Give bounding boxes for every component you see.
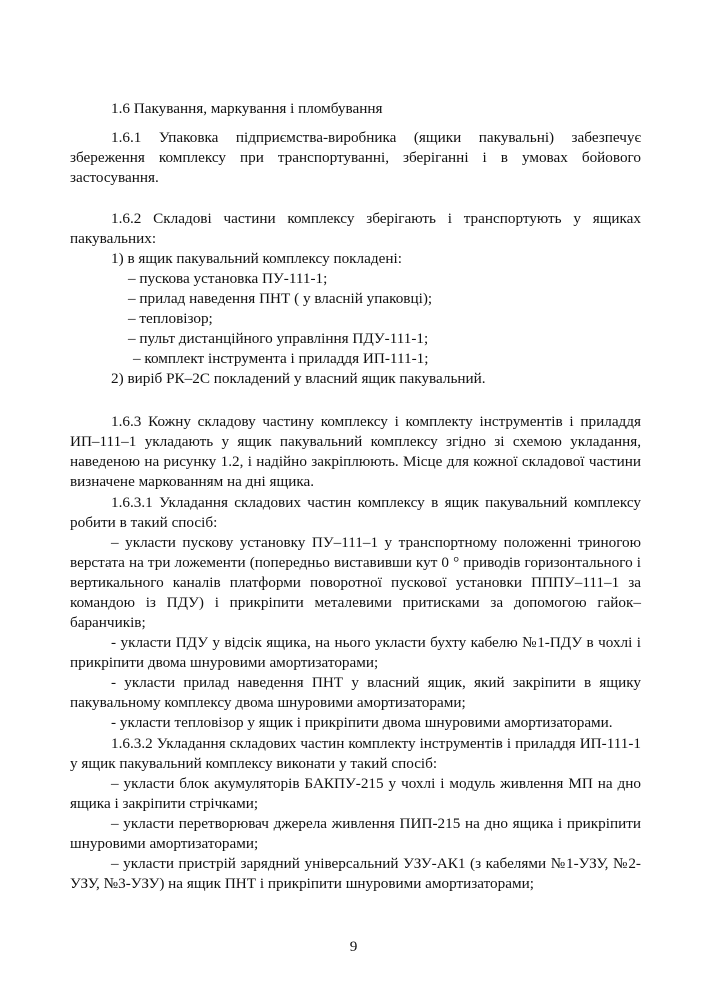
list-subitem: – комплект інструмента і приладдя ИП-111-1;: [133, 350, 429, 367]
list-item: - укласти ПДУ у відсік ящика, на нього укласти бухту кабелю №1-ПДУ в чохлі і прикріпити двома шнуровими амортизаторами;: [70, 634, 641, 671]
list-item: – укласти пускову установку ПУ–111–1 у транспортному положенні триногою верстата на три ложементи (попередньо виставивши кут 0 ° приводів горизонтального і вертикального каналів платформи поворотної пускової установки ПППУ–111–1 за командою із ПДУ) і прикріпити металевими притисками за допомогою гайок–баранчиків;: [70, 534, 641, 631]
paragraph-1-6-3-2: 1.6.3.2 Укладання складових частин комплекту інструментів і приладдя ИП-111-1 у ящик пакувальний комплексу виконати у такий спосіб:: [70, 735, 641, 772]
list-subitem: – прилад наведення ПНТ ( у власній упаковці);: [128, 290, 433, 307]
section-heading: 1.6 Пакування, маркування і пломбування: [111, 100, 383, 117]
page-body: [70, 99, 641, 894]
list-item: - укласти прилад наведення ПНТ у власний ящик, який закріпити в ящику пакувальному комплексу двома шнуровими амортизаторами;: [70, 674, 641, 711]
list-item-2: 2) виріб РК–2С покладений у власний ящик пакувальний.: [111, 370, 486, 387]
paragraph-1-6-3-1: 1.6.3.1 Укладання складових частин комплексу в ящик пакувальний комплексу робити в такий спосіб:: [70, 494, 641, 531]
list-item: – укласти блок акумуляторів БАКПУ-215 у чохлі і модуль живлення МП на дно ящика і закріпити стрічками;: [70, 775, 641, 812]
paragraph-1-6-1: 1.6.1 Упаковка підприємства-виробника (ящики пакувальні) забезпечує збереження комплексу при транспортуванні, зберіганні і в умовах бойового застосування.: [70, 129, 641, 186]
page-number: 9: [349, 938, 358, 955]
list-subitem: – пускова установка ПУ-111-1;: [128, 270, 328, 287]
list-item: – укласти перетворювач джерела живлення ПИП-215 на дно ящика і прикріпити шнуровими амортизаторами;: [70, 815, 641, 852]
list-subitem: – тепловізор;: [128, 310, 213, 327]
paragraph-1-6-2: 1.6.2 Складові частини комплексу зберігають і транспортують у ящиках пакувальних:: [70, 210, 641, 247]
list-subitem: – пульт дистанційного управління ПДУ-111-1;: [128, 330, 429, 347]
list-item-1: 1) в ящик пакувальний комплексу покладені:: [111, 250, 402, 267]
list-item: – укласти пристрій зарядний універсальний УЗУ-АК1 (з кабелями №1-УЗУ, №2-УЗУ, №3-УЗУ) на ящик ПНТ і прикріпити шнуровими амортизаторами;: [70, 855, 641, 892]
paragraph-1-6-3: 1.6.3 Кожну складову частину комплексу і комплекту інструментів і приладдя ИП–111–1 укладають у ящик пакувальний комплексу згідно зі схемою укладання, наведеною на рисунку 1.2, і надійно закріплюють. Місце для кожної складової частини визначене маркованням на дні ящика.: [70, 413, 641, 490]
list-item: - укласти тепловізор у ящик і прикріпити двома шнуровими амортизаторами.: [111, 714, 613, 731]
